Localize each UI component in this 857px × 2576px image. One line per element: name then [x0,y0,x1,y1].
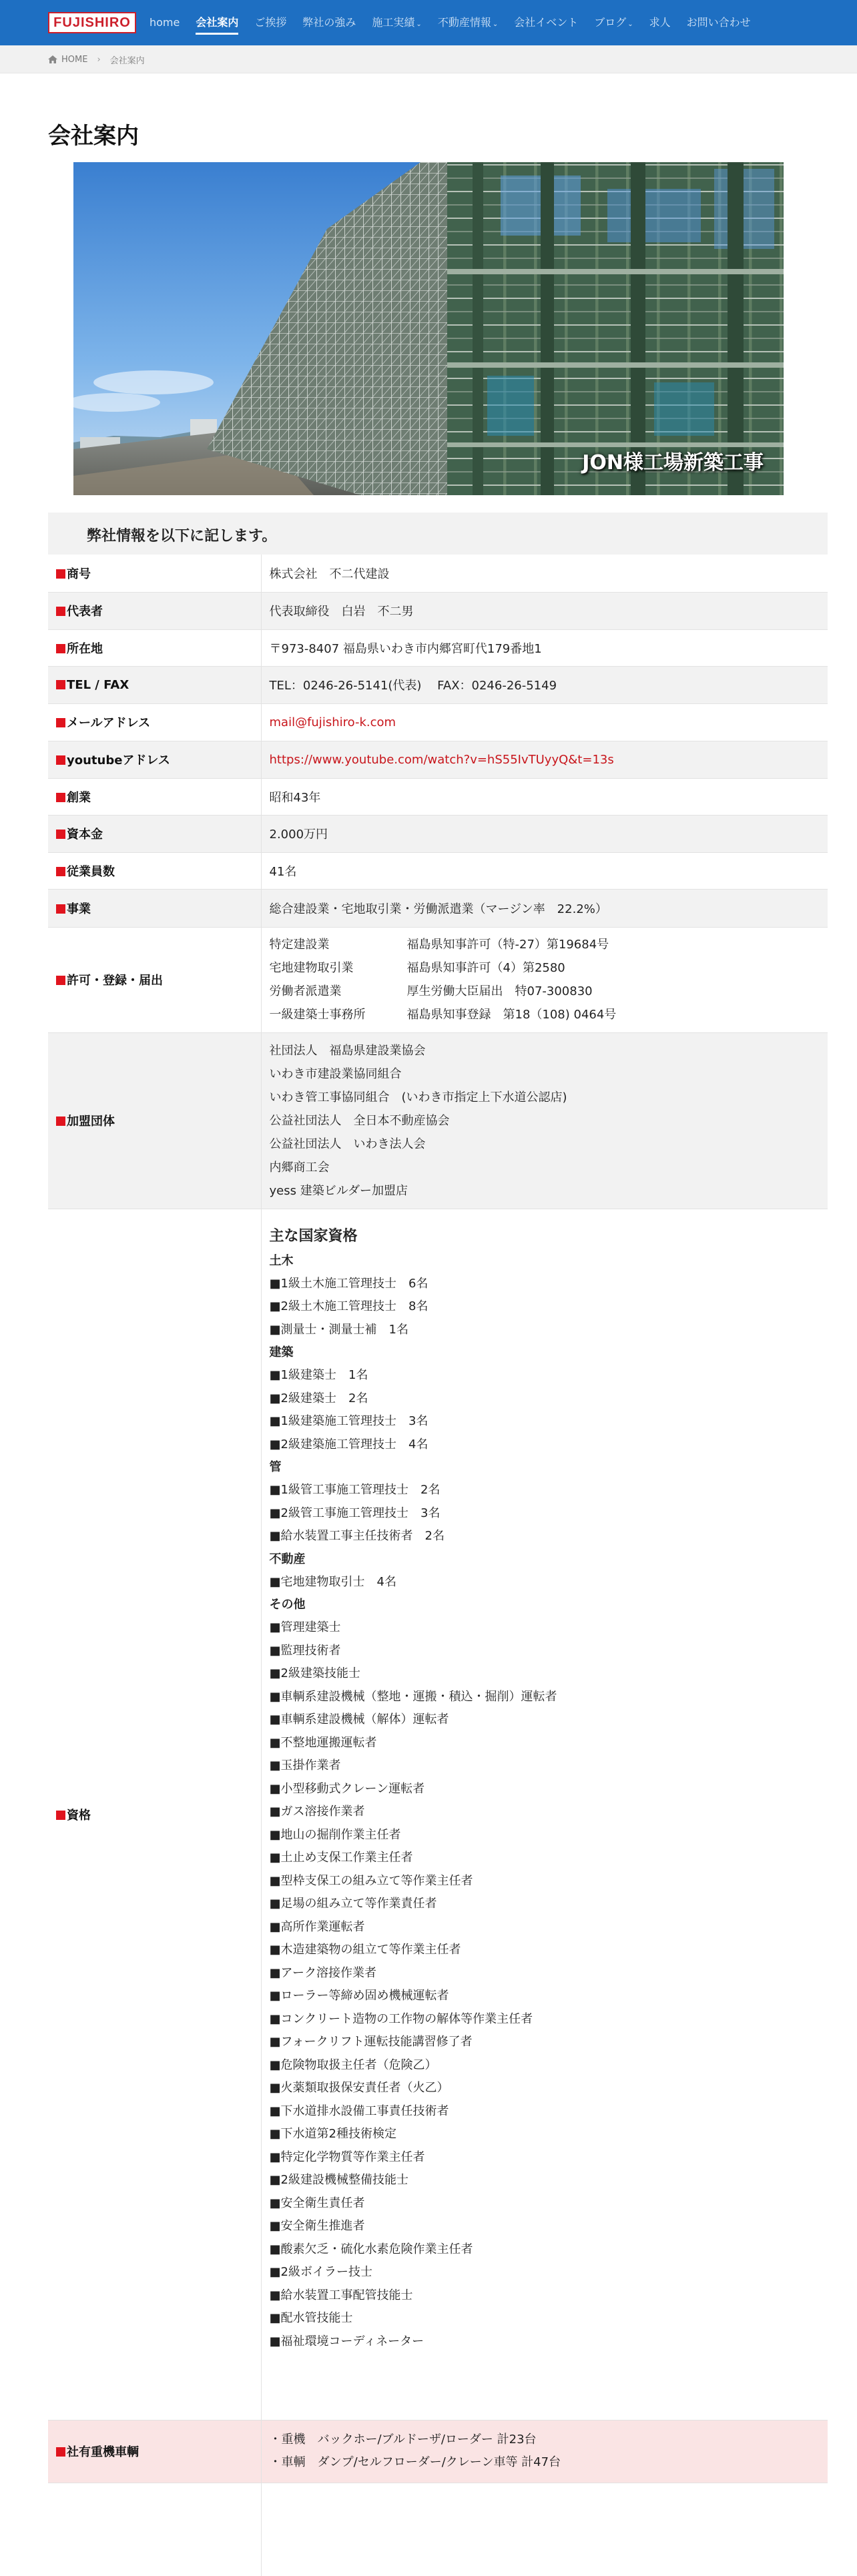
red-square-marker-icon [56,793,65,802]
list-item: ■管理建築士 [269,1620,341,1635]
nav-works[interactable]: 施工実績 ⌄ [372,16,422,29]
nav-real-estate[interactable]: 不動産情報 ⌄ [437,16,499,29]
list-item: ■2級ボイラー技士 [269,2265,372,2280]
list-item: いわき市建設業協同組合 [269,1066,402,1081]
red-square-marker-icon [56,607,65,616]
red-square-marker-icon [56,1116,65,1126]
list-item: ・重機 バックホー/ブルドーザ/ローダー 計23台 [269,2433,537,2447]
table-row [48,555,828,592]
row-value: 2.000万円 [261,815,828,852]
table-row [48,741,828,778]
list-item: ■1級土木施工管理技士 6名 [269,1276,429,1291]
row-value: 昭和43年 [261,778,828,815]
table-row [48,889,828,927]
section-heading-text: 弊社情報を以下に記します。 [87,528,277,545]
list-item: ■地山の掘削作業主任者 [269,1827,401,1842]
row-label: メールアドレス [48,703,261,741]
row-label: youtubeアドレス [48,741,261,778]
list-item: ■危険物取扱主任者（危険乙） [269,2057,437,2072]
row-value: 株式会社 不二代建設 [261,555,828,592]
red-square-marker-icon [56,904,65,914]
list-item: 公益社団法人 全日本不動産協会 [269,1113,450,1128]
row-label: 創業 [48,778,261,815]
table-row [48,927,828,1032]
qualification-category: 建築 [269,1345,294,1360]
license-item: 労働者派遣業 厚生労働大臣届出 特07-300830 [269,984,593,998]
list-item: ■1級管工事施工管理技士 2名 [269,1483,441,1498]
chevron-down-icon: ⌄ [627,21,633,28]
nav-events[interactable]: 会社イベント [514,16,579,29]
red-square-marker-icon [56,830,65,839]
row-value [261,1209,828,2420]
red-square-marker-icon [56,680,65,689]
breadcrumb-current: 会社案内 [109,55,145,66]
nav-contact[interactable]: お問い合わせ [686,16,751,29]
list-item: ■2級土木施工管理技士 8名 [269,1299,429,1314]
table-row [48,592,828,629]
list-item: ■2級建築士 2名 [269,1391,368,1405]
site-header [0,0,857,45]
list-item: 社団法人 福島県建設業協会 [269,1043,426,1058]
red-square-marker-icon [56,718,65,727]
red-square-marker-icon [56,2447,65,2457]
list-item: ■車輌系建設機械（解体）運転者 [269,1712,449,1727]
list-item: ■福祉環境コーディネーター [269,2334,424,2348]
list-item: ■ガス溶接作業者 [269,1805,365,1819]
row-value [261,927,828,1032]
row-value: 総合建設業・宅地取引業・労働派遣業（マージン率 22.2%） [261,889,828,927]
table-row [48,2420,828,2483]
nav-blog[interactable]: ブログ ⌄ [594,16,633,29]
row-label: 資本金 [48,815,261,852]
qualification-category: 土木 [269,1253,294,1268]
nav-company-info[interactable]: 会社案内 [196,0,238,45]
table-row [48,666,828,703]
row-value: 代表取締役 白岩 不二男 [261,592,828,629]
hero-image [73,162,784,495]
breadcrumb-separator: › [97,54,101,65]
list-item: ■2級建築技能士 [269,1666,360,1681]
license-item: 一級建築士事務所 福島県知事登録 第18（108) 0464号 [269,1008,617,1022]
table-row [48,629,828,666]
list-item: 公益社団法人 いわき法人会 [269,1137,426,1151]
row-value: 41名 [261,852,828,889]
row-label: TEL / FAX [48,666,261,703]
nav-strengths[interactable]: 弊社の強み [302,16,356,29]
list-item: ・車輌 ダンプ/セルフローダー/クレーン車等 計47台 [269,2455,561,2469]
row-value [261,703,828,741]
list-item: ■アーク溶接作業者 [269,1965,376,1980]
row-label: 商号 [48,555,261,592]
row-label: 所在地 [48,629,261,666]
list-item: ■2級管工事施工管理技士 3名 [269,1506,441,1520]
row-label: 社有重機車輌 [48,2420,261,2483]
list-item: yess 建築ビルダー加盟店 [269,1183,408,1198]
list-item: ■安全衛生責任者 [269,2196,365,2210]
license-item: 宅地建物取引業 福島県知事許可（4）第2580 [269,961,565,975]
red-square-marker-icon [56,755,65,765]
list-item: ■安全衛生推進者 [269,2219,365,2234]
table-row [48,815,828,852]
nav-greeting[interactable]: ご挨拶 [254,16,287,29]
row-label-empty [48,2483,261,2576]
list-item: ■2級建築施工管理技士 4名 [269,1437,429,1452]
list-item: ■給水装置工事配管技能士 [269,2288,413,2302]
list-item: ■下水道排水設備工事責任技術者 [269,2104,449,2118]
red-square-marker-icon [56,644,65,653]
list-item: ■配水管技能士 [269,2311,353,2326]
row-value-empty [261,2483,828,2576]
list-item: ■型枠支保工の組み立て等作業主任者 [269,1873,473,1888]
row-label: 加盟団体 [48,1032,261,1209]
youtube-link[interactable]: https://www.youtube.com/watch?v=hS55IvTUyyQ&t=13s [269,752,614,767]
list-item: ■2級建設機械整備技能士 [269,2173,408,2188]
home-icon [48,55,57,63]
red-square-marker-icon [56,976,65,985]
list-item: ■測量士・測量士補 1名 [269,1322,408,1337]
list-item: ■木造建築物の組立て等作業主任者 [269,1943,461,1957]
red-square-marker-icon [56,1811,65,1820]
nav-recruit[interactable]: 求人 [649,16,671,29]
breadcrumb-bar [0,45,857,73]
breadcrumb [48,45,145,73]
list-item: ■下水道第2種技術検定 [269,2127,396,2142]
list-item: ■足場の組み立て等作業責任者 [269,1897,437,1911]
row-label: 従業員数 [48,852,261,889]
chevron-down-icon: ⌄ [416,21,422,28]
list-item: いわき管工事協同組合 (いわき市指定上下水道公認店) [269,1090,567,1104]
row-value: 〒973-8407 福島県いわき市内郷宮町代179番地1 [261,629,828,666]
qualifications-title: 主な国家資格 [269,1227,358,1245]
list-item: ■特定化学物質等作業主任者 [269,2150,425,2164]
license-item: 特定建設業 福島県知事許可（特-27）第19684号 [269,938,609,952]
table-row [48,703,828,741]
table-row [48,1032,828,1209]
list-item: ■コンクリート造物の工作物の解体等作業主任者 [269,2011,533,2026]
table-row [48,1209,828,2420]
list-item: ■1級建築士 1名 [269,1368,368,1383]
list-item: ■玉掛作業者 [269,1758,341,1773]
red-square-marker-icon [56,569,65,579]
company-info-table [48,555,828,2576]
list-item: ■車輌系建設機械（整地・運搬・積込・掘削）運転者 [269,1689,557,1704]
list-item: ■不整地運搬運転者 [269,1735,377,1750]
list-item: ■酸素欠乏・硫化水素危険作業主任者 [269,2242,473,2256]
table-row-empty [48,2483,828,2576]
breadcrumb-home-link[interactable]: HOME [61,54,88,65]
row-label: 許可・登録・届出 [48,927,261,1032]
table-row [48,852,828,889]
list-item: ■監理技術者 [269,1643,341,1658]
page-title: 会社案内 [48,123,139,149]
row-value: TEL：0246-26-5141(代表) FAX：0246-26-5149 [261,666,828,703]
chevron-down-icon: ⌄ [492,21,499,28]
qualification-category: 不動産 [269,1552,306,1566]
hero-caption: JON様工場新築工事 [582,451,764,474]
red-square-marker-icon [56,867,65,876]
list-item: ■高所作業運転者 [269,1919,365,1934]
section-heading [48,513,828,555]
qualification-category: 管 [269,1460,282,1475]
qualification-category: その他 [269,1598,306,1612]
row-value [261,2420,828,2483]
global-nav [150,0,767,45]
list-item: ■ローラー等締め固め機械運転者 [269,1989,449,2003]
list-item: ■1級建築施工管理技士 3名 [269,1414,429,1429]
row-value [261,1032,828,1209]
row-label: 事業 [48,889,261,927]
list-item: ■宅地建物取引士 4名 [269,1574,396,1589]
list-item: ■小型移動式クレーン運転者 [269,1781,425,1796]
list-item: ■フォークリフト運転技能講習修了者 [269,2035,473,2049]
row-value [261,741,828,778]
logo-text: FUJISHIRO [53,15,131,30]
list-item: ■火薬類取扱保安責任者（火乙） [269,2081,449,2096]
list-item: ■土止め支保工作業主任者 [269,1851,413,1865]
row-label: 資格 [48,1209,261,2420]
table-row [48,778,828,815]
email-link[interactable]: mail@fujishiro-k.com [269,715,396,729]
list-item: ■給水装置工事主任技術者 2名 [269,1529,445,1544]
nav-home[interactable]: home [150,16,180,29]
list-item: 内郷商工会 [269,1160,330,1175]
row-label: 代表者 [48,592,261,629]
site-logo[interactable] [48,12,136,33]
